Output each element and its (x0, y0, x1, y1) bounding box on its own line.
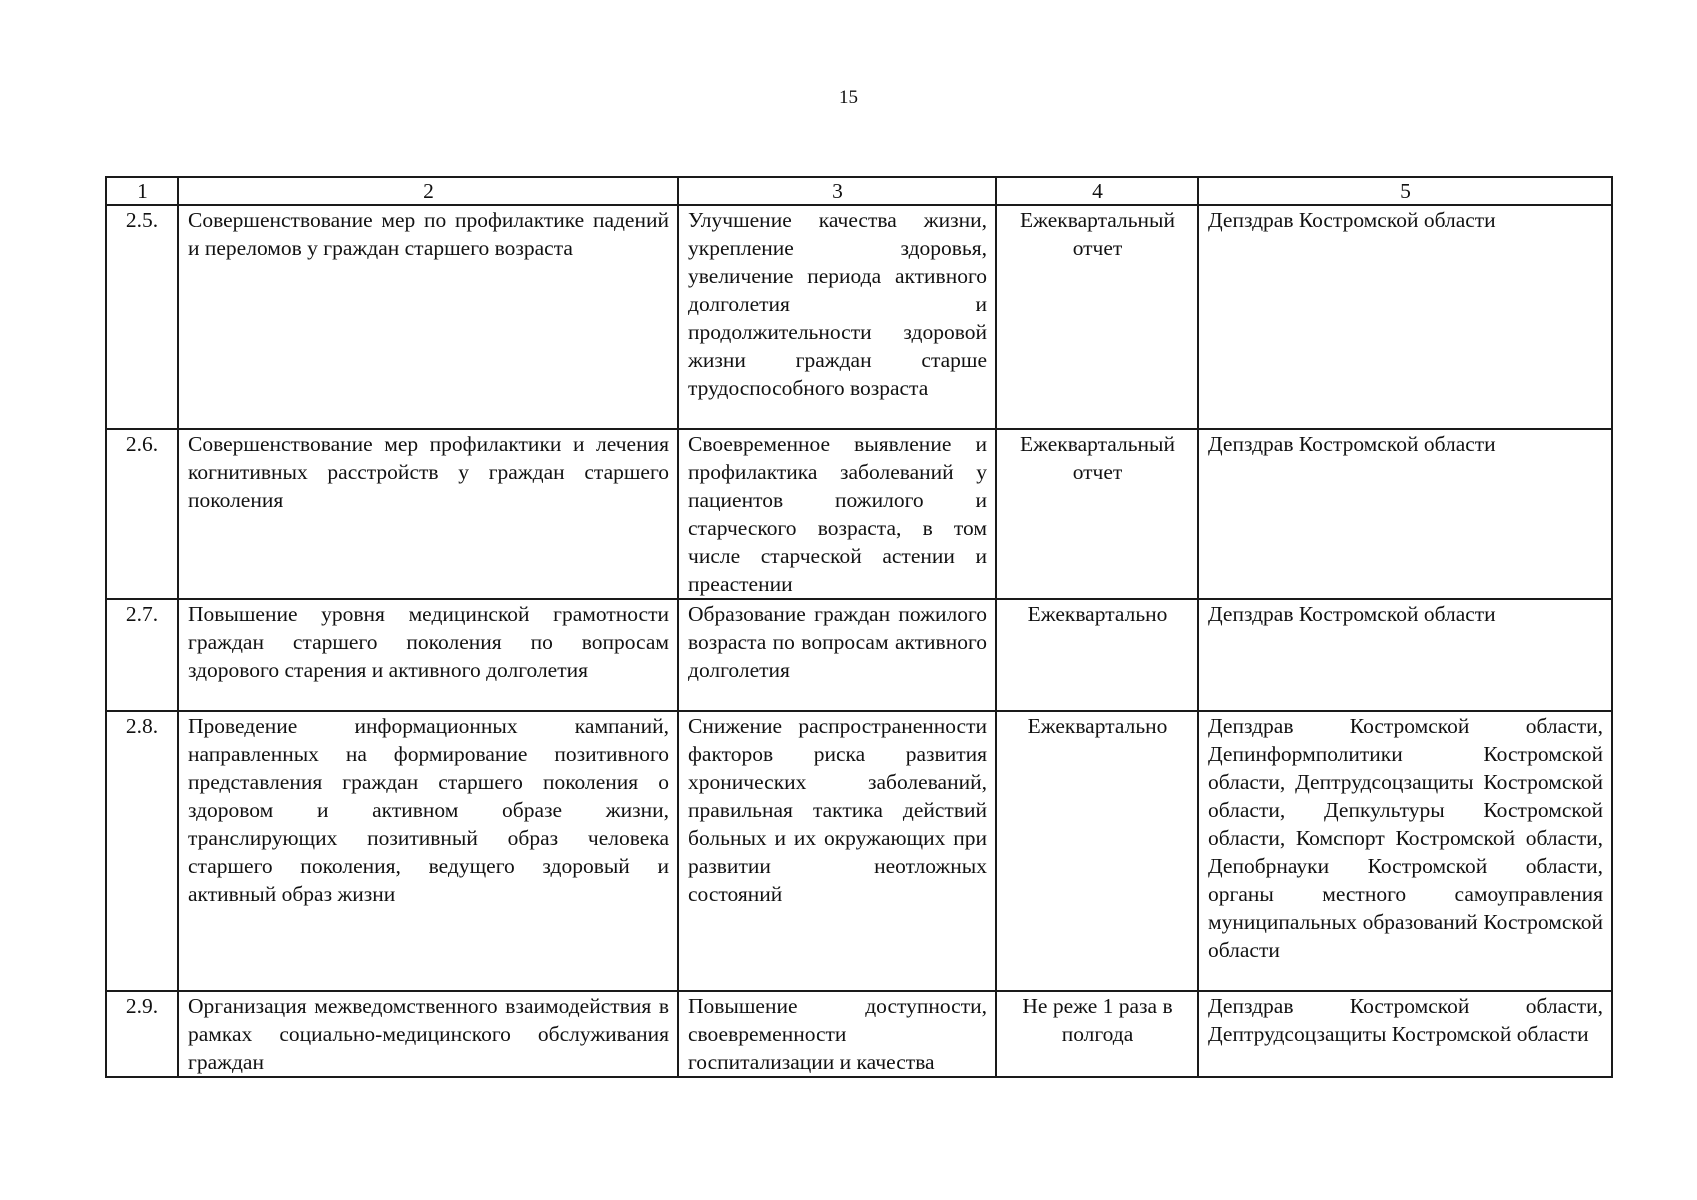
period-cell: Не реже 1 раза в полгода (996, 991, 1198, 1077)
period-cell: Ежеквартально (996, 711, 1198, 991)
table-row (106, 599, 1612, 711)
row-number: 2.6. (106, 429, 178, 599)
table-row (106, 205, 1612, 429)
row-number: 2.7. (106, 599, 178, 711)
result-cell: Своевременное выявление и профилактика заболеваний у пациентов пожилого и старческого возраста, в том числе старческой астении и преастении (678, 429, 996, 599)
responsible-cell: Депздрав Костромской области, Дептрудсоцзащиты Костромской области (1198, 991, 1612, 1077)
measure-cell: Проведение информационных кампаний, направленных на формирование позитивного представления граждан старшего поколения о здоровом и активном образе жизни, транслирующих позитивный образ человека старшего поколения, ведущего здоровый и активный образ жизни (178, 711, 678, 991)
measure-cell: Повышение уровня медицинской грамотности граждан старшего поколения по вопросам здорового старения и активного долголетия (178, 599, 678, 711)
measures-table (105, 176, 1613, 1078)
responsible-cell: Депздрав Костромской области (1198, 429, 1612, 599)
result-cell: Улучшение качества жизни, укрепление здоровья, увеличение периода активного долголетия и продолжительности здоровой жизни граждан старше трудоспособного возраста (678, 205, 996, 429)
table-row (106, 991, 1612, 1077)
period-cell: Ежеквартально (996, 599, 1198, 711)
period-cell: Ежеквартальный отчет (996, 205, 1198, 429)
measure-cell: Совершенствование мер профилактики и лечения когнитивных расстройств у граждан старшего поколения (178, 429, 678, 599)
row-number: 2.9. (106, 991, 178, 1077)
row-number: 2.8. (106, 711, 178, 991)
column-header: 5 (1198, 177, 1612, 205)
responsible-cell: Депздрав Костромской области (1198, 599, 1612, 711)
table-row (106, 711, 1612, 991)
row-number: 2.5. (106, 205, 178, 429)
period-cell: Ежеквартальный отчет (996, 429, 1198, 599)
column-header: 3 (678, 177, 996, 205)
responsible-cell: Депздрав Костромской области, Депинформполитики Костромской области, Дептрудсоцзащиты Костромской области, Депкультуры Костромской области, Комспорт Костромской области, Депобрнауки Костромской области, органы местного самоуправления муниципальных образований Костромской области (1198, 711, 1612, 991)
column-header: 2 (178, 177, 678, 205)
column-header: 1 (106, 177, 178, 205)
result-cell: Образование граждан пожилого возраста по вопросам активного долголетия (678, 599, 996, 711)
result-cell: Снижение распространенности факторов риска развития хронических заболеваний, правильная тактика действий больных и их окружающих при развитии неотложных состояний (678, 711, 996, 991)
page-number: 15 (839, 87, 858, 108)
measure-cell: Совершенствование мер по профилактике падений и переломов у граждан старшего возраста (178, 205, 678, 429)
measure-cell: Организация межведомственного взаимодействия в рамках социально-медицинского обслуживания граждан (178, 991, 678, 1077)
result-cell: Повышение доступности, своевременности госпитализации и качества (678, 991, 996, 1077)
table-row (106, 429, 1612, 599)
column-header: 4 (996, 177, 1198, 205)
table-header-row (106, 177, 1612, 205)
responsible-cell: Депздрав Костромской области (1198, 205, 1612, 429)
